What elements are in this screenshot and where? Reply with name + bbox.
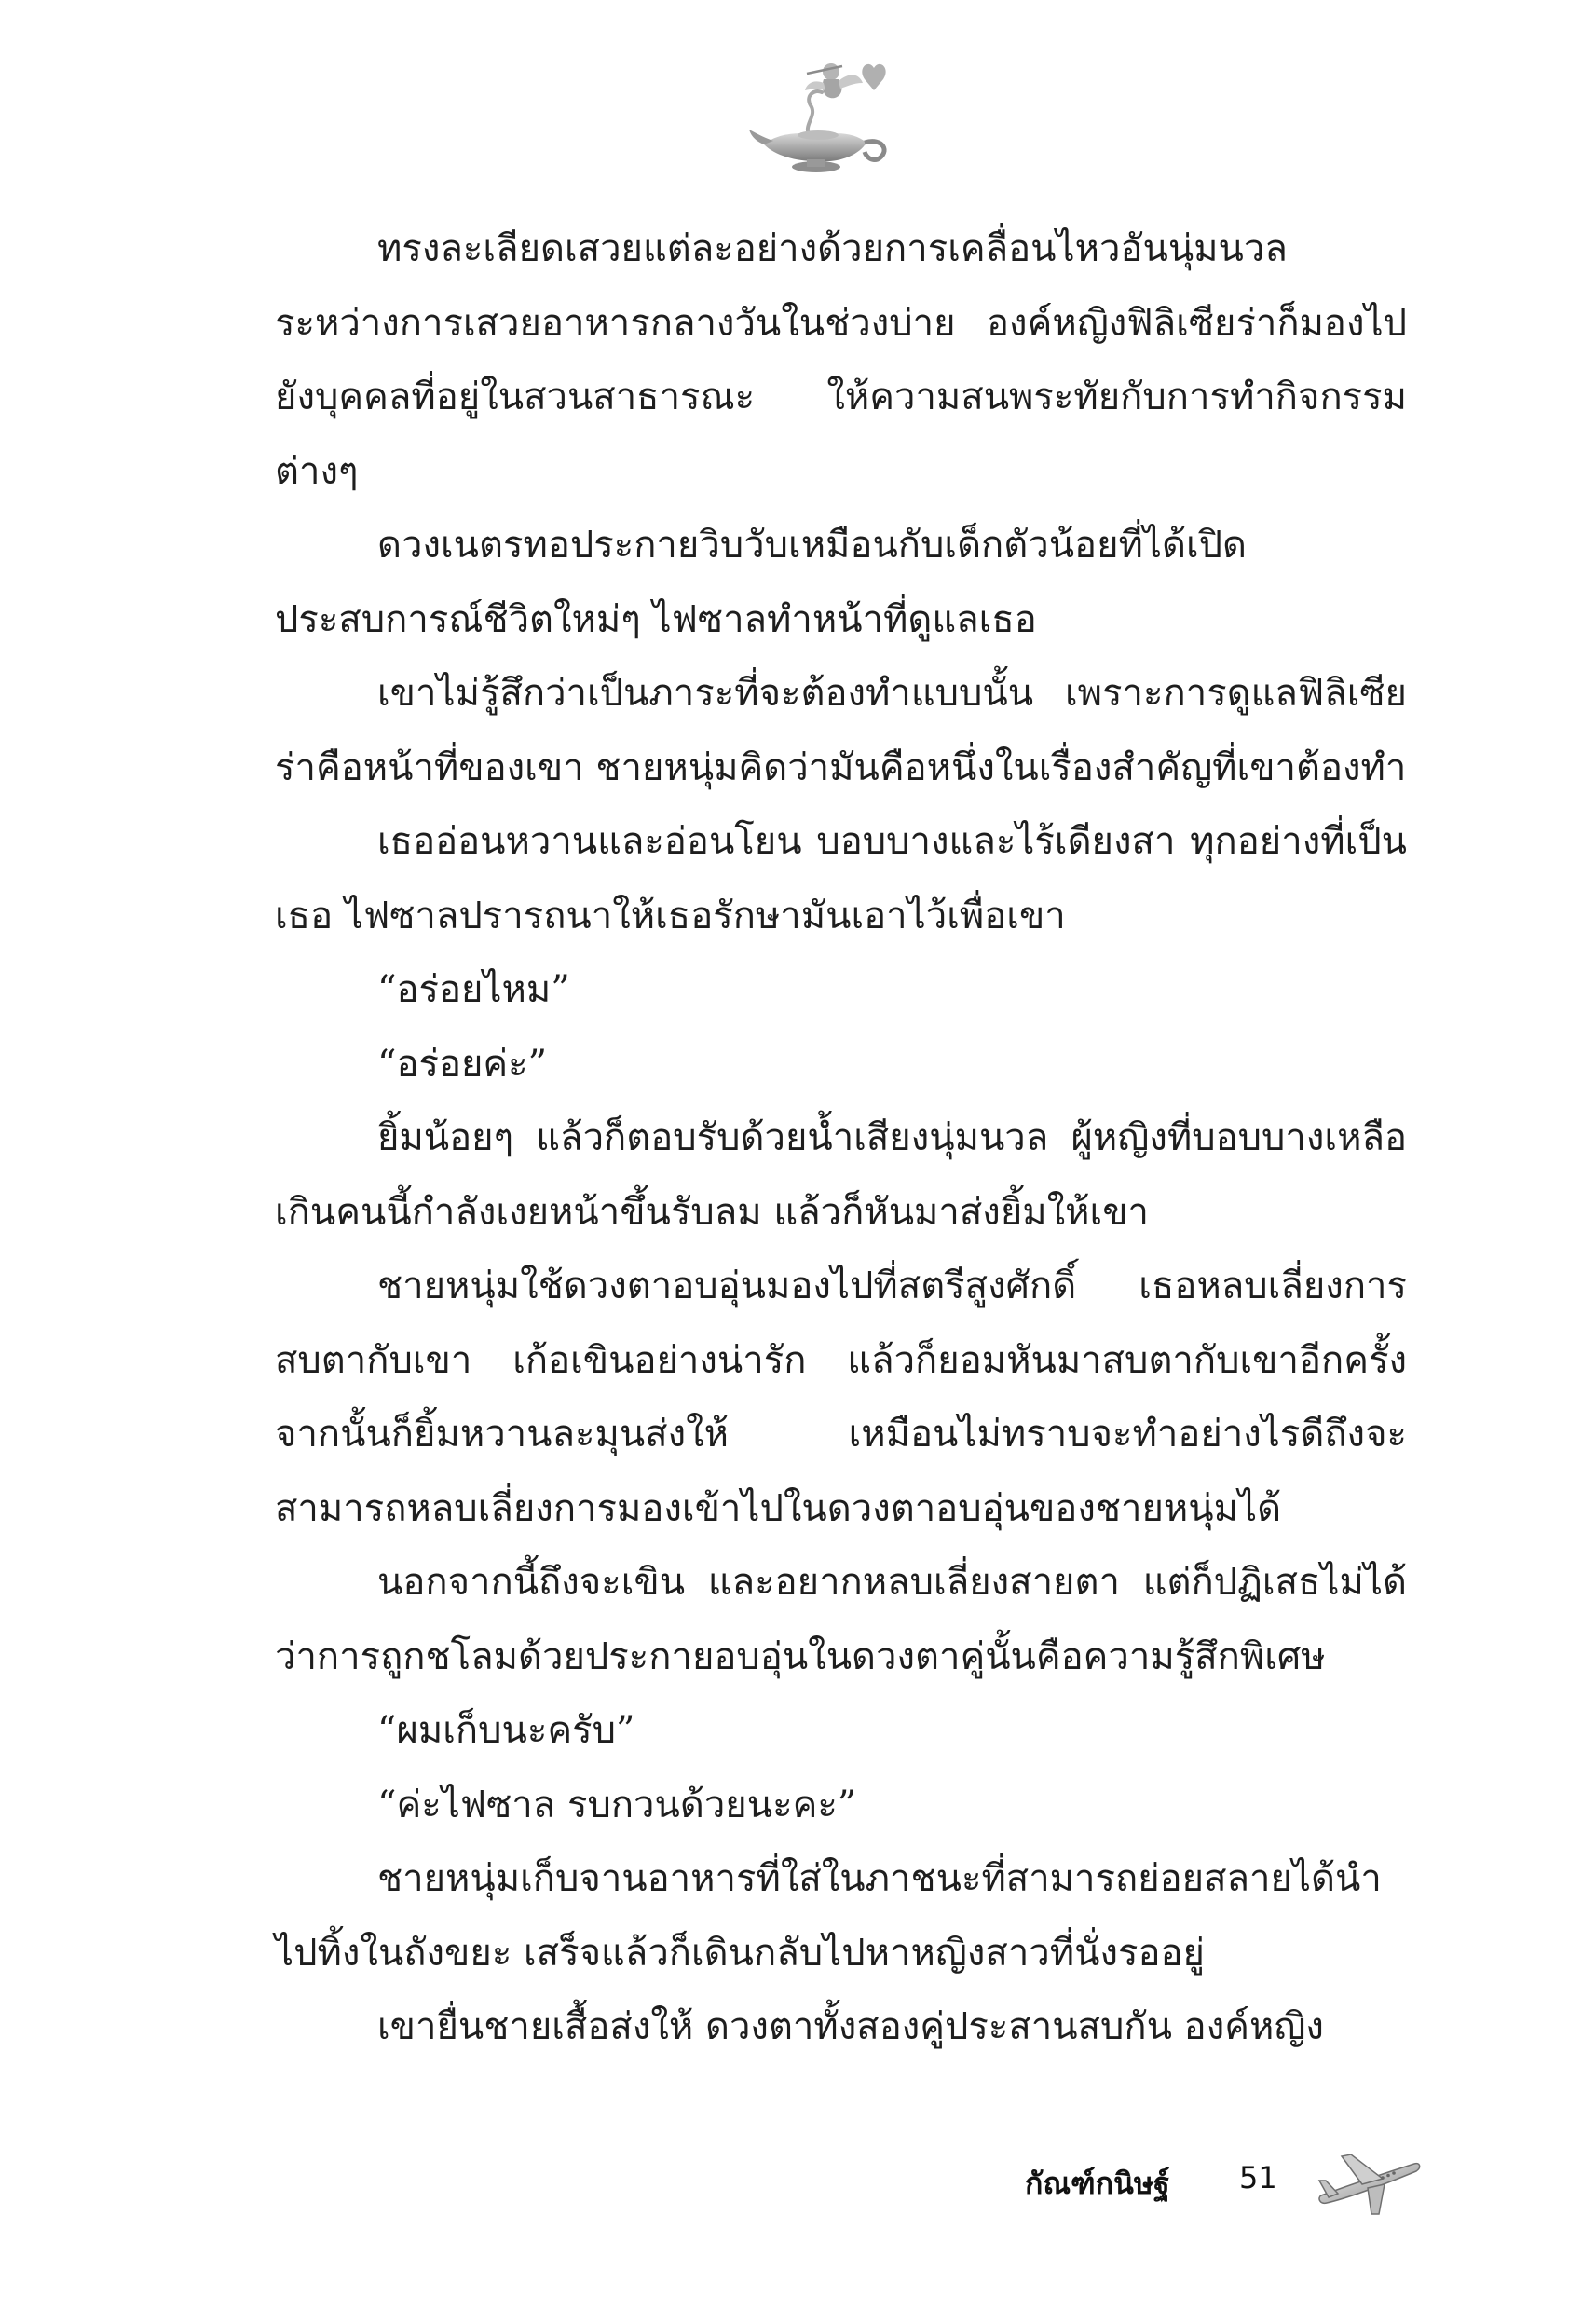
body-text [275,212,1407,2065]
paragraph: ชายหนุ่มใช้ดวงตาอบอุ่นมองไปที่สตรีสูงศักดิ์ เธอหลบเลี่ยงการสบตากับเขา เก้อเขินอย่างน่ารัก แล้วก็ยอมหันมาสบตากับเขาอีกครั้ง จากนั้นก็ยิ้มหวานละมุนส่งให้ เหมือนไม่ทราบจะทำอย่างไรดีถึงจะสามารถหลบเลี่ยงการมองเข้าไปในดวงตาอบอุ่นของชายหนุ่มได้ [275,1265,1407,1530]
paragraph: เธออ่อนหวานและอ่อนโยน บอบบางและไร้เดียงสา ทุกอย่างที่เป็นเธอ ไฟซาลปรารถนาให้เธอรักษามันเอาไว้เพื่อเขา [275,820,1407,937]
paragraph: ยิ้มน้อยๆ แล้วก็ตอบรับด้วยน้ำเสียงนุ่มนวล ผู้หญิงที่บอบบางเหลือเกินคนนี้กำลังเงยหน้าขึ้นรับลม แล้วก็หันมาส่งยิ้มให้เขา [275,1116,1407,1234]
paragraph: เขายื่นชายเสื้อส่งให้ ดวงตาทั้งสองคู่ประสานสบกัน องค์หญิง [377,2005,1324,2048]
page-number: 51 [1239,2160,1277,2195]
paragraph: ชายหนุ่มเก็บจานอาหารที่ใส่ในภาชนะที่สามารถย่อยสลายได้นำไปทิ้งในถังขยะ เสร็จแล้วก็เดินกลับไปหาหญิงสาวที่นั่งรออยู่ [275,1857,1382,1975]
paragraph: ทรงละเลียดเสวยแต่ละอย่างด้วยการเคลื่อนไหวอันนุ่มนวล ระหว่างการเสวยอาหารกลางวันในช่วงบ่าย องค์หญิงฟิลิเซียร่าก็มองไปยังบุคคลที่อยู่ในสวนสาธารณะ ให้ความสนพระทัยกับการทำกิจกรรมต่างๆ [275,227,1407,493]
paragraph: นอกจากนี้ถึงจะเขิน และอยากหลบเลี่ยงสายตา แต่ก็ปฏิเสธไม่ได้ว่าการถูกชโลมด้วยประกายอบอุ่นในดวงตาคู่นั้นคือความรู้สึกพิเศษ [275,1561,1407,1678]
dialogue-line: “ผมเก็บนะครับ” [377,1709,635,1752]
paragraph: ดวงเนตรทอประกายวิบวับเหมือนกับเด็กตัวน้อยที่ได้เปิดประสบการณ์ชีวิตใหม่ๆ ไฟซาลทำหน้าที่ดูแลเธอ [275,524,1248,641]
genie-lamp-icon [745,51,904,177]
dialogue-line: “อร่อยค่ะ” [377,1042,548,1086]
dialogue-line: “อร่อยไหม” [377,968,570,1011]
paragraph: เขาไม่รู้สึกว่าเป็นภาระที่จะต้องทำแบบนั้น เพราะการดูแลฟิลิเซียร่าคือหน้าที่ของเขา ชายหนุ่มคิดว่ามันคือหนึ่งในเรื่องสำคัญที่เขาต้องทำ [275,672,1407,789]
airplane-icon [1314,2143,1425,2218]
page-footer [1006,2143,1435,2218]
dialogue-line: “ค่ะไฟซาล รบกวนด้วยนะคะ” [377,1783,857,1826]
book-title: กัณฑ์กนิษฐ์ [1025,2166,1170,2201]
